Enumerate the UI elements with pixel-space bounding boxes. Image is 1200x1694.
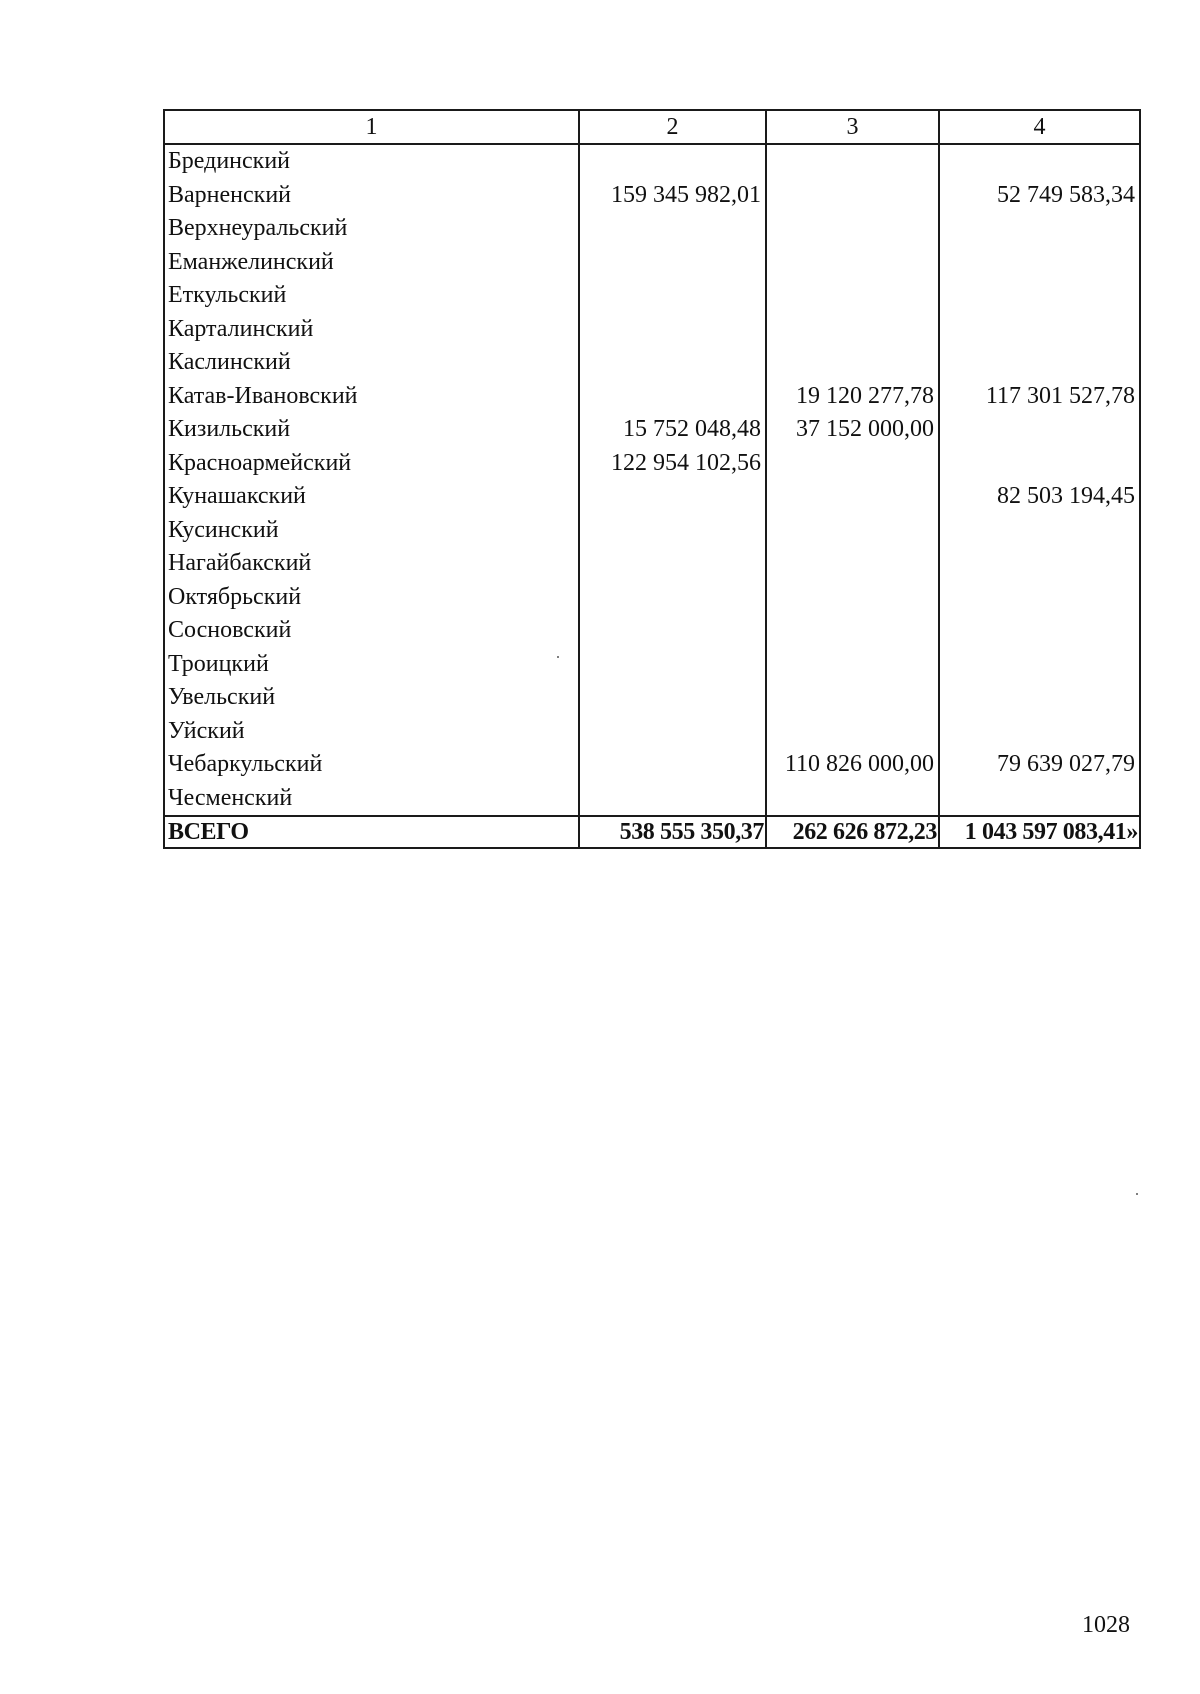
district-name-cell: Верхнеуральский bbox=[164, 212, 579, 246]
amount-cell-col-2 bbox=[579, 782, 766, 817]
amount-cell-col-3: 37 152 000,00 bbox=[766, 413, 939, 447]
table-row bbox=[164, 681, 1140, 715]
amount-cell-col-2 bbox=[579, 380, 766, 414]
district-name-cell: Варненский bbox=[164, 179, 579, 213]
district-name-cell: Брединский bbox=[164, 144, 579, 179]
amount-cell-col-3 bbox=[766, 514, 939, 548]
page-number: 1028 bbox=[1082, 1612, 1130, 1638]
amount-cell-col-3 bbox=[766, 346, 939, 380]
table-row bbox=[164, 212, 1140, 246]
table-row bbox=[164, 179, 1140, 213]
column-header-3: 3 bbox=[766, 110, 939, 144]
amount-cell-col-4 bbox=[939, 715, 1140, 749]
amount-cell-col-2 bbox=[579, 480, 766, 514]
amount-cell-col-4: 82 503 194,45 bbox=[939, 480, 1140, 514]
table-row bbox=[164, 447, 1140, 481]
table-body bbox=[164, 144, 1140, 848]
table-row bbox=[164, 648, 1140, 682]
column-header-2: 2 bbox=[579, 110, 766, 144]
scan-speck bbox=[557, 656, 559, 658]
amount-cell-col-4 bbox=[939, 447, 1140, 481]
district-name-cell: Катав-Ивановский bbox=[164, 380, 579, 414]
district-name-cell: Еткульский bbox=[164, 279, 579, 313]
total-amount-col-4: 1 043 597 083,41» bbox=[939, 816, 1140, 848]
amount-cell-col-3: 19 120 277,78 bbox=[766, 380, 939, 414]
total-amount-col-2: 538 555 350,37 bbox=[579, 816, 766, 848]
table-row bbox=[164, 313, 1140, 347]
amount-cell-col-3 bbox=[766, 681, 939, 715]
amount-cell-col-4 bbox=[939, 581, 1140, 615]
total-label: ВСЕГО bbox=[164, 816, 579, 848]
amount-cell-col-2 bbox=[579, 514, 766, 548]
amount-cell-col-3 bbox=[766, 447, 939, 481]
amount-cell-col-3 bbox=[766, 547, 939, 581]
amount-cell-col-3 bbox=[766, 480, 939, 514]
amount-cell-col-2: 159 345 982,01 bbox=[579, 179, 766, 213]
amount-cell-col-2: 122 954 102,56 bbox=[579, 447, 766, 481]
amount-cell-col-3 bbox=[766, 782, 939, 817]
amount-cell-col-3 bbox=[766, 581, 939, 615]
total-row bbox=[164, 816, 1140, 848]
table-row bbox=[164, 614, 1140, 648]
table-row bbox=[164, 480, 1140, 514]
district-name-cell: Чесменский bbox=[164, 782, 579, 817]
district-name-cell: Карталинский bbox=[164, 313, 579, 347]
district-name-cell: Кунашакский bbox=[164, 480, 579, 514]
amount-cell-col-2 bbox=[579, 313, 766, 347]
amount-cell-col-3 bbox=[766, 179, 939, 213]
table-row bbox=[164, 413, 1140, 447]
district-name-cell: Уйский bbox=[164, 715, 579, 749]
amount-cell-col-2 bbox=[579, 748, 766, 782]
amount-cell-col-3 bbox=[766, 313, 939, 347]
amount-cell-col-4: 117 301 527,78 bbox=[939, 380, 1140, 414]
scan-speck bbox=[1136, 1193, 1138, 1195]
amount-cell-col-3 bbox=[766, 715, 939, 749]
amount-cell-col-2 bbox=[579, 279, 766, 313]
district-name-cell: Чебаркульский bbox=[164, 748, 579, 782]
table-header-row bbox=[164, 110, 1140, 144]
amount-cell-col-2 bbox=[579, 346, 766, 380]
district-name-cell: Каслинский bbox=[164, 346, 579, 380]
amount-cell-col-3 bbox=[766, 212, 939, 246]
table-row bbox=[164, 144, 1140, 179]
amount-cell-col-4 bbox=[939, 212, 1140, 246]
district-name-cell: Увельский bbox=[164, 681, 579, 715]
district-name-cell: Нагайбакский bbox=[164, 547, 579, 581]
district-allocation-table bbox=[163, 109, 1141, 849]
district-name-cell: Троицкий bbox=[164, 648, 579, 682]
amount-cell-col-3 bbox=[766, 614, 939, 648]
amount-cell-col-3: 110 826 000,00 bbox=[766, 748, 939, 782]
amount-cell-col-2 bbox=[579, 715, 766, 749]
table-row bbox=[164, 514, 1140, 548]
amount-cell-col-4 bbox=[939, 614, 1140, 648]
amount-cell-col-4 bbox=[939, 279, 1140, 313]
district-name-cell: Еманжелинский bbox=[164, 246, 579, 280]
total-amount-col-3: 262 626 872,23 bbox=[766, 816, 939, 848]
amount-cell-col-4 bbox=[939, 313, 1140, 347]
amount-cell-col-4: 52 749 583,34 bbox=[939, 179, 1140, 213]
amount-cell-col-3 bbox=[766, 648, 939, 682]
amount-cell-col-4 bbox=[939, 246, 1140, 280]
amount-cell-col-4 bbox=[939, 547, 1140, 581]
amount-cell-col-4 bbox=[939, 346, 1140, 380]
amount-cell-col-2 bbox=[579, 144, 766, 179]
amount-cell-col-2 bbox=[579, 681, 766, 715]
amount-cell-col-4 bbox=[939, 782, 1140, 817]
amount-cell-col-4 bbox=[939, 514, 1140, 548]
amount-cell-col-2 bbox=[579, 547, 766, 581]
table-row bbox=[164, 246, 1140, 280]
amount-cell-col-2 bbox=[579, 581, 766, 615]
column-header-1: 1 bbox=[164, 110, 579, 144]
table-row bbox=[164, 279, 1140, 313]
district-name-cell: Кизильский bbox=[164, 413, 579, 447]
district-name-cell: Красноармейский bbox=[164, 447, 579, 481]
district-name-cell: Сосновский bbox=[164, 614, 579, 648]
amount-cell-col-4: 79 639 027,79 bbox=[939, 748, 1140, 782]
amount-cell-col-2 bbox=[579, 212, 766, 246]
district-name-cell: Кусинский bbox=[164, 514, 579, 548]
table-row bbox=[164, 547, 1140, 581]
amount-cell-col-2: 15 752 048,48 bbox=[579, 413, 766, 447]
column-header-4: 4 bbox=[939, 110, 1140, 144]
amount-cell-col-4 bbox=[939, 648, 1140, 682]
amount-cell-col-4 bbox=[939, 681, 1140, 715]
district-name-cell: Октябрьский bbox=[164, 581, 579, 615]
amount-cell-col-4 bbox=[939, 413, 1140, 447]
amount-cell-col-2 bbox=[579, 614, 766, 648]
table-row bbox=[164, 581, 1140, 615]
table-row bbox=[164, 715, 1140, 749]
table-row bbox=[164, 380, 1140, 414]
amount-cell-col-3 bbox=[766, 144, 939, 179]
amount-cell-col-3 bbox=[766, 279, 939, 313]
amount-cell-col-3 bbox=[766, 246, 939, 280]
table-row bbox=[164, 346, 1140, 380]
table-row bbox=[164, 782, 1140, 817]
amount-cell-col-2 bbox=[579, 648, 766, 682]
amount-cell-col-2 bbox=[579, 246, 766, 280]
amount-cell-col-4 bbox=[939, 144, 1140, 179]
table-row bbox=[164, 748, 1140, 782]
